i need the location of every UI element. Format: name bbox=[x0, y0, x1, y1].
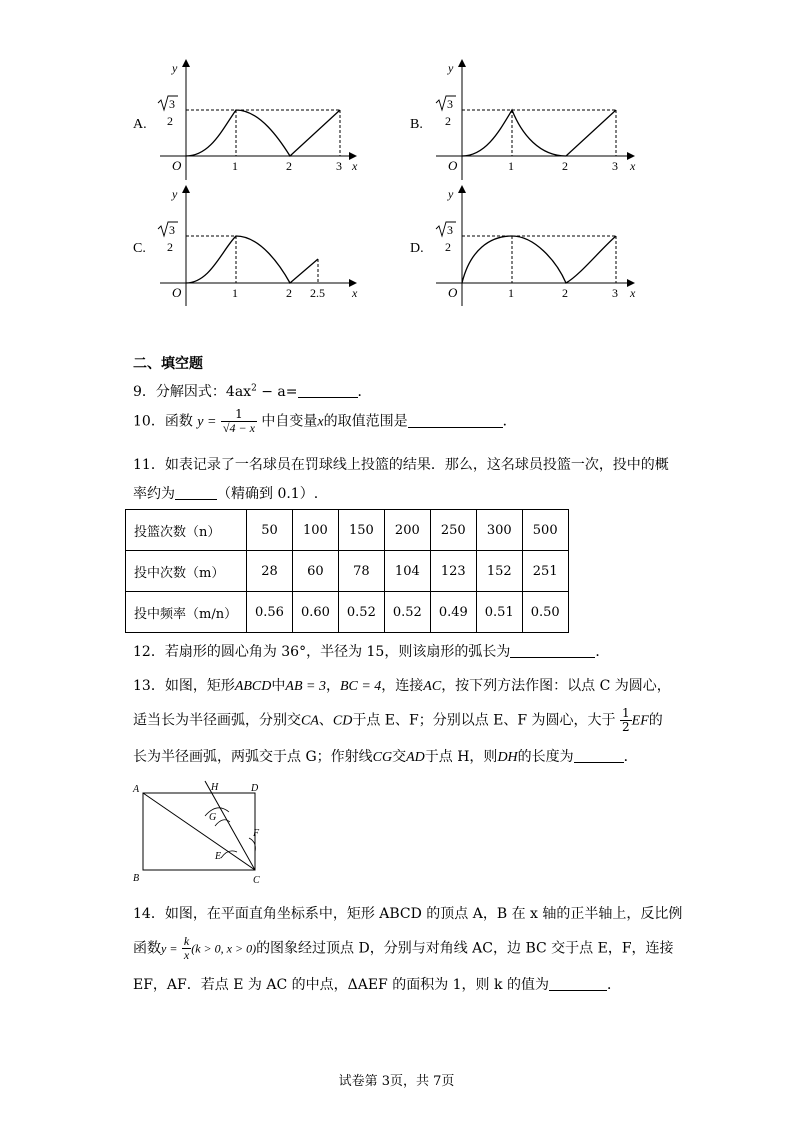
graph-c-sqrt-label bbox=[158, 222, 178, 254]
svg-text:x: x bbox=[630, 159, 636, 173]
svg-text:2: 2 bbox=[445, 114, 451, 128]
graph-c bbox=[133, 186, 358, 306]
svg-text:y: y bbox=[172, 61, 178, 75]
svg-text:2: 2 bbox=[286, 286, 292, 300]
answer-blank-14[interactable] bbox=[549, 976, 607, 991]
svg-text:O: O bbox=[448, 285, 458, 300]
svg-text:3: 3 bbox=[612, 159, 618, 173]
page-footer: 试卷第 3页，共 7页 bbox=[338, 1074, 455, 1089]
question-13-line1: 13．如图，矩形ABCD中AB = 3，BC = 4，连接AC，按下列方法作图：以点 C 为圆心， bbox=[133, 678, 671, 694]
svg-text:2.5: 2.5 bbox=[310, 286, 325, 300]
fraction-one-half: $\frac{1}{2}$ bbox=[622, 706, 630, 735]
graph-c-label: C. bbox=[133, 241, 146, 256]
svg-text:3: 3 bbox=[447, 97, 453, 111]
question-13-line3: 长为半径画弧，两弧交于点 G；作射线CG交AD于点 H，则DH的长度为 ． bbox=[133, 749, 638, 765]
svg-text:G: G bbox=[209, 812, 217, 823]
question-10: 10．函数 y = $\frac{1}{√4 - x}$ 中自变量x的取值范围是 ． bbox=[133, 407, 517, 436]
graph-b bbox=[410, 60, 636, 180]
graph-a-sqrt-label bbox=[158, 96, 178, 128]
svg-text:y: y bbox=[448, 187, 454, 201]
graph-d-label: D. bbox=[410, 241, 424, 256]
answer-blank-11[interactable] bbox=[175, 485, 217, 500]
question-14-line1: 14．如图，在平面直角坐标系中，矩形 ABCD 的顶点 A，B 在 x 轴的正半轴上，反比例 bbox=[133, 906, 683, 922]
graph-d-sqrt-label bbox=[436, 222, 456, 254]
svg-text:D: D bbox=[251, 783, 259, 794]
table-row: 投中频率（m/n） 0.56 0.60 0.52 0.52 0.49 0.51 0.50 bbox=[126, 592, 569, 633]
graph-b-label: B. bbox=[410, 117, 423, 132]
answer-blank-9[interactable] bbox=[298, 383, 358, 398]
svg-text:F: F bbox=[253, 828, 260, 839]
svg-text:1: 1 bbox=[508, 159, 514, 173]
svg-text:O: O bbox=[448, 158, 458, 173]
question-11-line2: 率约为 （精确到 0.1）. bbox=[133, 486, 319, 502]
svg-text:1: 1 bbox=[232, 286, 238, 300]
svg-text:A: A bbox=[133, 784, 140, 795]
graph-a-label: A. bbox=[133, 117, 147, 132]
svg-text:3: 3 bbox=[169, 97, 175, 111]
question-9: 9．分解因式：$4ax^2 - a=$ ． bbox=[133, 383, 372, 400]
fraction-k-over-x: $\frac{k}{x}$ bbox=[183, 934, 190, 963]
svg-text:x: x bbox=[352, 159, 358, 173]
question-11-line1: 11．如表记录了一名球员在罚球线上投篮的结果．那么，这名球员投篮一次，投中的概 bbox=[133, 457, 669, 473]
svg-text:3: 3 bbox=[447, 223, 453, 237]
svg-text:H: H bbox=[211, 782, 219, 793]
svg-text:O: O bbox=[172, 158, 182, 173]
answer-blank-10[interactable] bbox=[408, 413, 503, 428]
shooting-table bbox=[125, 509, 569, 633]
svg-text:2: 2 bbox=[562, 286, 568, 300]
question-12: 12．若扇形的圆心角为 36°，半径为 15，则该扇形的弧长为 ． bbox=[133, 644, 610, 660]
svg-text:B: B bbox=[133, 873, 140, 884]
svg-text:3: 3 bbox=[169, 223, 175, 237]
svg-text:E: E bbox=[215, 851, 222, 862]
answer-blank-13[interactable] bbox=[574, 748, 624, 763]
svg-text:2: 2 bbox=[167, 240, 173, 254]
table-row: 投中次数（m） 28 60 78 104 123 152 251 bbox=[126, 551, 569, 592]
svg-text:1: 1 bbox=[508, 286, 514, 300]
svg-text:x: x bbox=[630, 286, 636, 300]
graph-a bbox=[133, 60, 358, 180]
question-14-line3: EF，AF．若点 E 为 AC 的中点，ΔAEF 的面积为 1，则 k 的值为 ． bbox=[133, 977, 621, 993]
svg-text:O: O bbox=[172, 285, 182, 300]
answer-blank-12[interactable] bbox=[510, 643, 595, 658]
section-title: 二、填空题 bbox=[133, 356, 203, 372]
svg-text:3: 3 bbox=[612, 286, 618, 300]
svg-text:2: 2 bbox=[167, 114, 173, 128]
svg-text:1: 1 bbox=[232, 159, 238, 173]
svg-text:2: 2 bbox=[562, 159, 568, 173]
question-14-line2: 函数y = $\frac{k}{x}$ (k > 0, x > 0)的图象经过顶点 D，分别与对角线 AC，边 BC 交于点 E，F，连接 bbox=[133, 934, 674, 963]
graph-d bbox=[410, 186, 636, 306]
svg-text:x: x bbox=[352, 286, 358, 300]
table-row: 投篮次数（n） 50 100 150 200 250 300 500 bbox=[126, 510, 569, 551]
svg-text:y: y bbox=[172, 187, 178, 201]
svg-text:2: 2 bbox=[445, 240, 451, 254]
fraction-1-over-sqrt: $\frac{1}{√4 - x}$ bbox=[222, 407, 255, 436]
option-graphs bbox=[0, 0, 793, 340]
graph-b-sqrt-label bbox=[436, 96, 456, 128]
svg-text:3: 3 bbox=[336, 159, 342, 173]
svg-text:C: C bbox=[253, 875, 260, 886]
svg-text:y: y bbox=[448, 61, 454, 75]
svg-text:2: 2 bbox=[286, 159, 292, 173]
rectangle-figure bbox=[125, 778, 275, 888]
question-13-line2: 适当长为半径画弧，分别交CA、CD于点 E、F；分别以点 E、F 为圆心，大于 $\frac{1}{2}$ EF的 bbox=[133, 706, 663, 735]
